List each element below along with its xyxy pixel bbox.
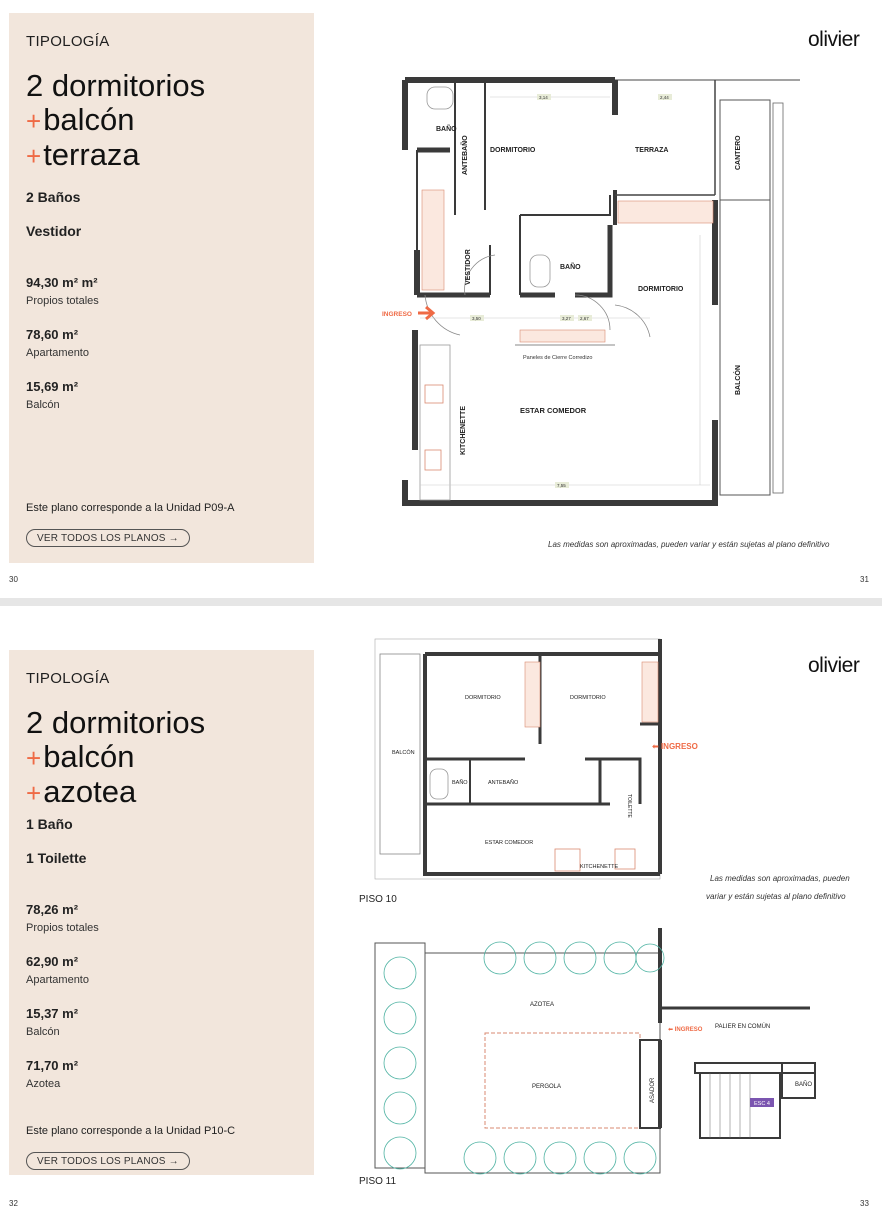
spread-pages-30-31	[0, 0, 882, 598]
area-label-azotea: Azotea	[26, 1078, 61, 1090]
feature-banos: 2 Baños	[26, 189, 81, 205]
area-value-apartamento: 62,90 m²	[26, 954, 79, 969]
disclaimer-line2: variar y están sujetas al plano definitivo	[706, 892, 846, 901]
headline-extra: balcón	[43, 739, 135, 774]
svg-text:DORMITORIO: DORMITORIO	[490, 147, 536, 154]
tipologia-label: TIPOLOGÍA	[26, 33, 110, 50]
olivier-logo: olivier	[808, 28, 860, 51]
page-divider	[0, 598, 882, 606]
svg-text:DORMITORIO: DORMITORIO	[465, 695, 501, 701]
svg-text:ESTAR COMEDOR: ESTAR COMEDOR	[485, 840, 534, 846]
svg-text:KITCHENETTE: KITCHENETTE	[460, 406, 467, 455]
svg-text:ESTAR COMEDOR: ESTAR COMEDOR	[520, 406, 587, 415]
disclaimer: Las medidas son aproximadas, pueden variar y están sujetas al plano definitivo	[548, 540, 830, 549]
area-value-balcon: 15,69 m²	[26, 379, 79, 394]
svg-text:CANTERO: CANTERO	[735, 135, 742, 170]
page-number-right: 31	[860, 575, 869, 584]
svg-text:ASADOR: ASADOR	[650, 1077, 656, 1103]
arrow-left-icon: ⬅	[652, 742, 661, 751]
area-value-azotea: 71,70 m²	[26, 1058, 79, 1073]
svg-text:BAÑO: BAÑO	[795, 1082, 813, 1088]
typology-headline	[26, 706, 205, 810]
area-label-total: Propios totales	[26, 922, 99, 934]
svg-text:ESC 4: ESC 4	[754, 1101, 770, 1107]
feature-bano: 1 Baño	[26, 816, 73, 832]
svg-text:INGRESO: INGRESO	[382, 311, 412, 318]
area-label-apartamento: Apartamento	[26, 974, 89, 986]
olivier-logo: olivier	[808, 654, 860, 677]
plus-icon: +	[26, 106, 42, 136]
floor-plan-piso-10	[370, 634, 670, 884]
unit-note: Este plano corresponde a la Unidad P09-A	[26, 502, 235, 514]
unit-note: Este plano corresponde a la Unidad P10-C	[26, 1125, 236, 1137]
svg-text:VESTIDOR: VESTIDOR	[465, 249, 472, 285]
typology-panel	[9, 650, 314, 1175]
area-label-balcon: Balcón	[26, 1026, 60, 1038]
floor-plan-piso-11	[370, 928, 840, 1188]
headline-extra: azotea	[43, 774, 137, 809]
area-value-total: 94,30 m² m²	[26, 275, 98, 290]
svg-text:AZOTEA: AZOTEA	[530, 1002, 555, 1008]
svg-text:BAÑO: BAÑO	[560, 264, 581, 271]
svg-text:⬅ INGRESO: ⬅ INGRESO	[668, 1027, 703, 1033]
svg-text:3,14: 3,14	[539, 95, 548, 100]
typology-panel	[9, 13, 314, 563]
svg-text:BALCÓN: BALCÓN	[735, 365, 742, 395]
svg-text:DORMITORIO: DORMITORIO	[570, 695, 606, 701]
feature-vestidor: Vestidor	[26, 223, 82, 239]
svg-text:7,55: 7,55	[557, 483, 566, 488]
spread-pages-32-33	[0, 606, 882, 1213]
plus-icon: +	[26, 141, 42, 171]
svg-text:KITCHENETTE: KITCHENETTE	[580, 864, 619, 870]
page-number-left: 32	[9, 1199, 18, 1208]
floor-plan-piso10-drawing	[370, 634, 670, 884]
area-value-apartamento: 78,60 m²	[26, 327, 79, 342]
floor-plan-drawing	[370, 75, 800, 515]
area-value-total: 78,26 m²	[26, 902, 79, 917]
disclaimer-line1: Las medidas son aproximadas, pueden	[710, 874, 850, 883]
tipologia-label: TIPOLOGÍA	[26, 670, 110, 687]
headline-main: 2 dormitorios	[26, 705, 206, 740]
svg-text:ANTEBAÑO: ANTEBAÑO	[462, 135, 469, 175]
page-number-left: 30	[9, 575, 18, 584]
feature-toilette: 1 Toilette	[26, 850, 87, 866]
svg-text:2,67: 2,67	[580, 316, 589, 321]
ver-todos-los-planos-button[interactable]: VER TODOS LOS PLANOS →	[26, 1152, 190, 1170]
svg-text:Paneles de Cierre Corredizo: Paneles de Cierre Corredizo	[523, 355, 593, 361]
area-label-balcon: Balcón	[26, 399, 60, 411]
svg-text:ANTEBAÑO: ANTEBAÑO	[488, 780, 519, 786]
floor-plan-p09a	[370, 75, 800, 515]
svg-text:TERRAZA: TERRAZA	[635, 147, 669, 154]
entry-label-piso10: ⬅ INGRESO	[652, 742, 698, 751]
area-label-apartamento: Apartamento	[26, 347, 89, 359]
headline-extra: balcón	[43, 102, 135, 137]
page-number-right: 33	[860, 1199, 869, 1208]
floor-plan-piso11-drawing	[370, 928, 840, 1188]
svg-text:2,44: 2,44	[660, 95, 669, 100]
plus-icon: +	[26, 778, 42, 808]
svg-text:DORMITORIO: DORMITORIO	[638, 286, 684, 293]
svg-text:PALIER EN COMÚN: PALIER EN COMÚN	[715, 1024, 771, 1030]
svg-text:3,27: 3,27	[562, 316, 571, 321]
piso-10-label: PISO 10	[359, 894, 397, 905]
svg-text:BALCÓN: BALCÓN	[392, 750, 415, 756]
ver-todos-los-planos-button[interactable]: VER TODOS LOS PLANOS →	[26, 529, 190, 547]
piso-11-label: PISO 11	[359, 1176, 397, 1187]
svg-text:BAÑO: BAÑO	[436, 126, 457, 133]
headline-extra: terraza	[43, 137, 140, 172]
svg-text:BAÑO: BAÑO	[452, 780, 468, 786]
plus-icon: +	[26, 743, 42, 773]
area-label-total: Propios totales	[26, 295, 99, 307]
area-value-balcon: 15,37 m²	[26, 1006, 79, 1021]
svg-text:3,50: 3,50	[472, 316, 481, 321]
headline-main: 2 dormitorios	[26, 68, 206, 103]
svg-text:PERGOLA: PERGOLA	[532, 1084, 562, 1090]
svg-text:TOILETTE: TOILETTE	[626, 794, 632, 818]
typology-headline	[26, 69, 205, 173]
